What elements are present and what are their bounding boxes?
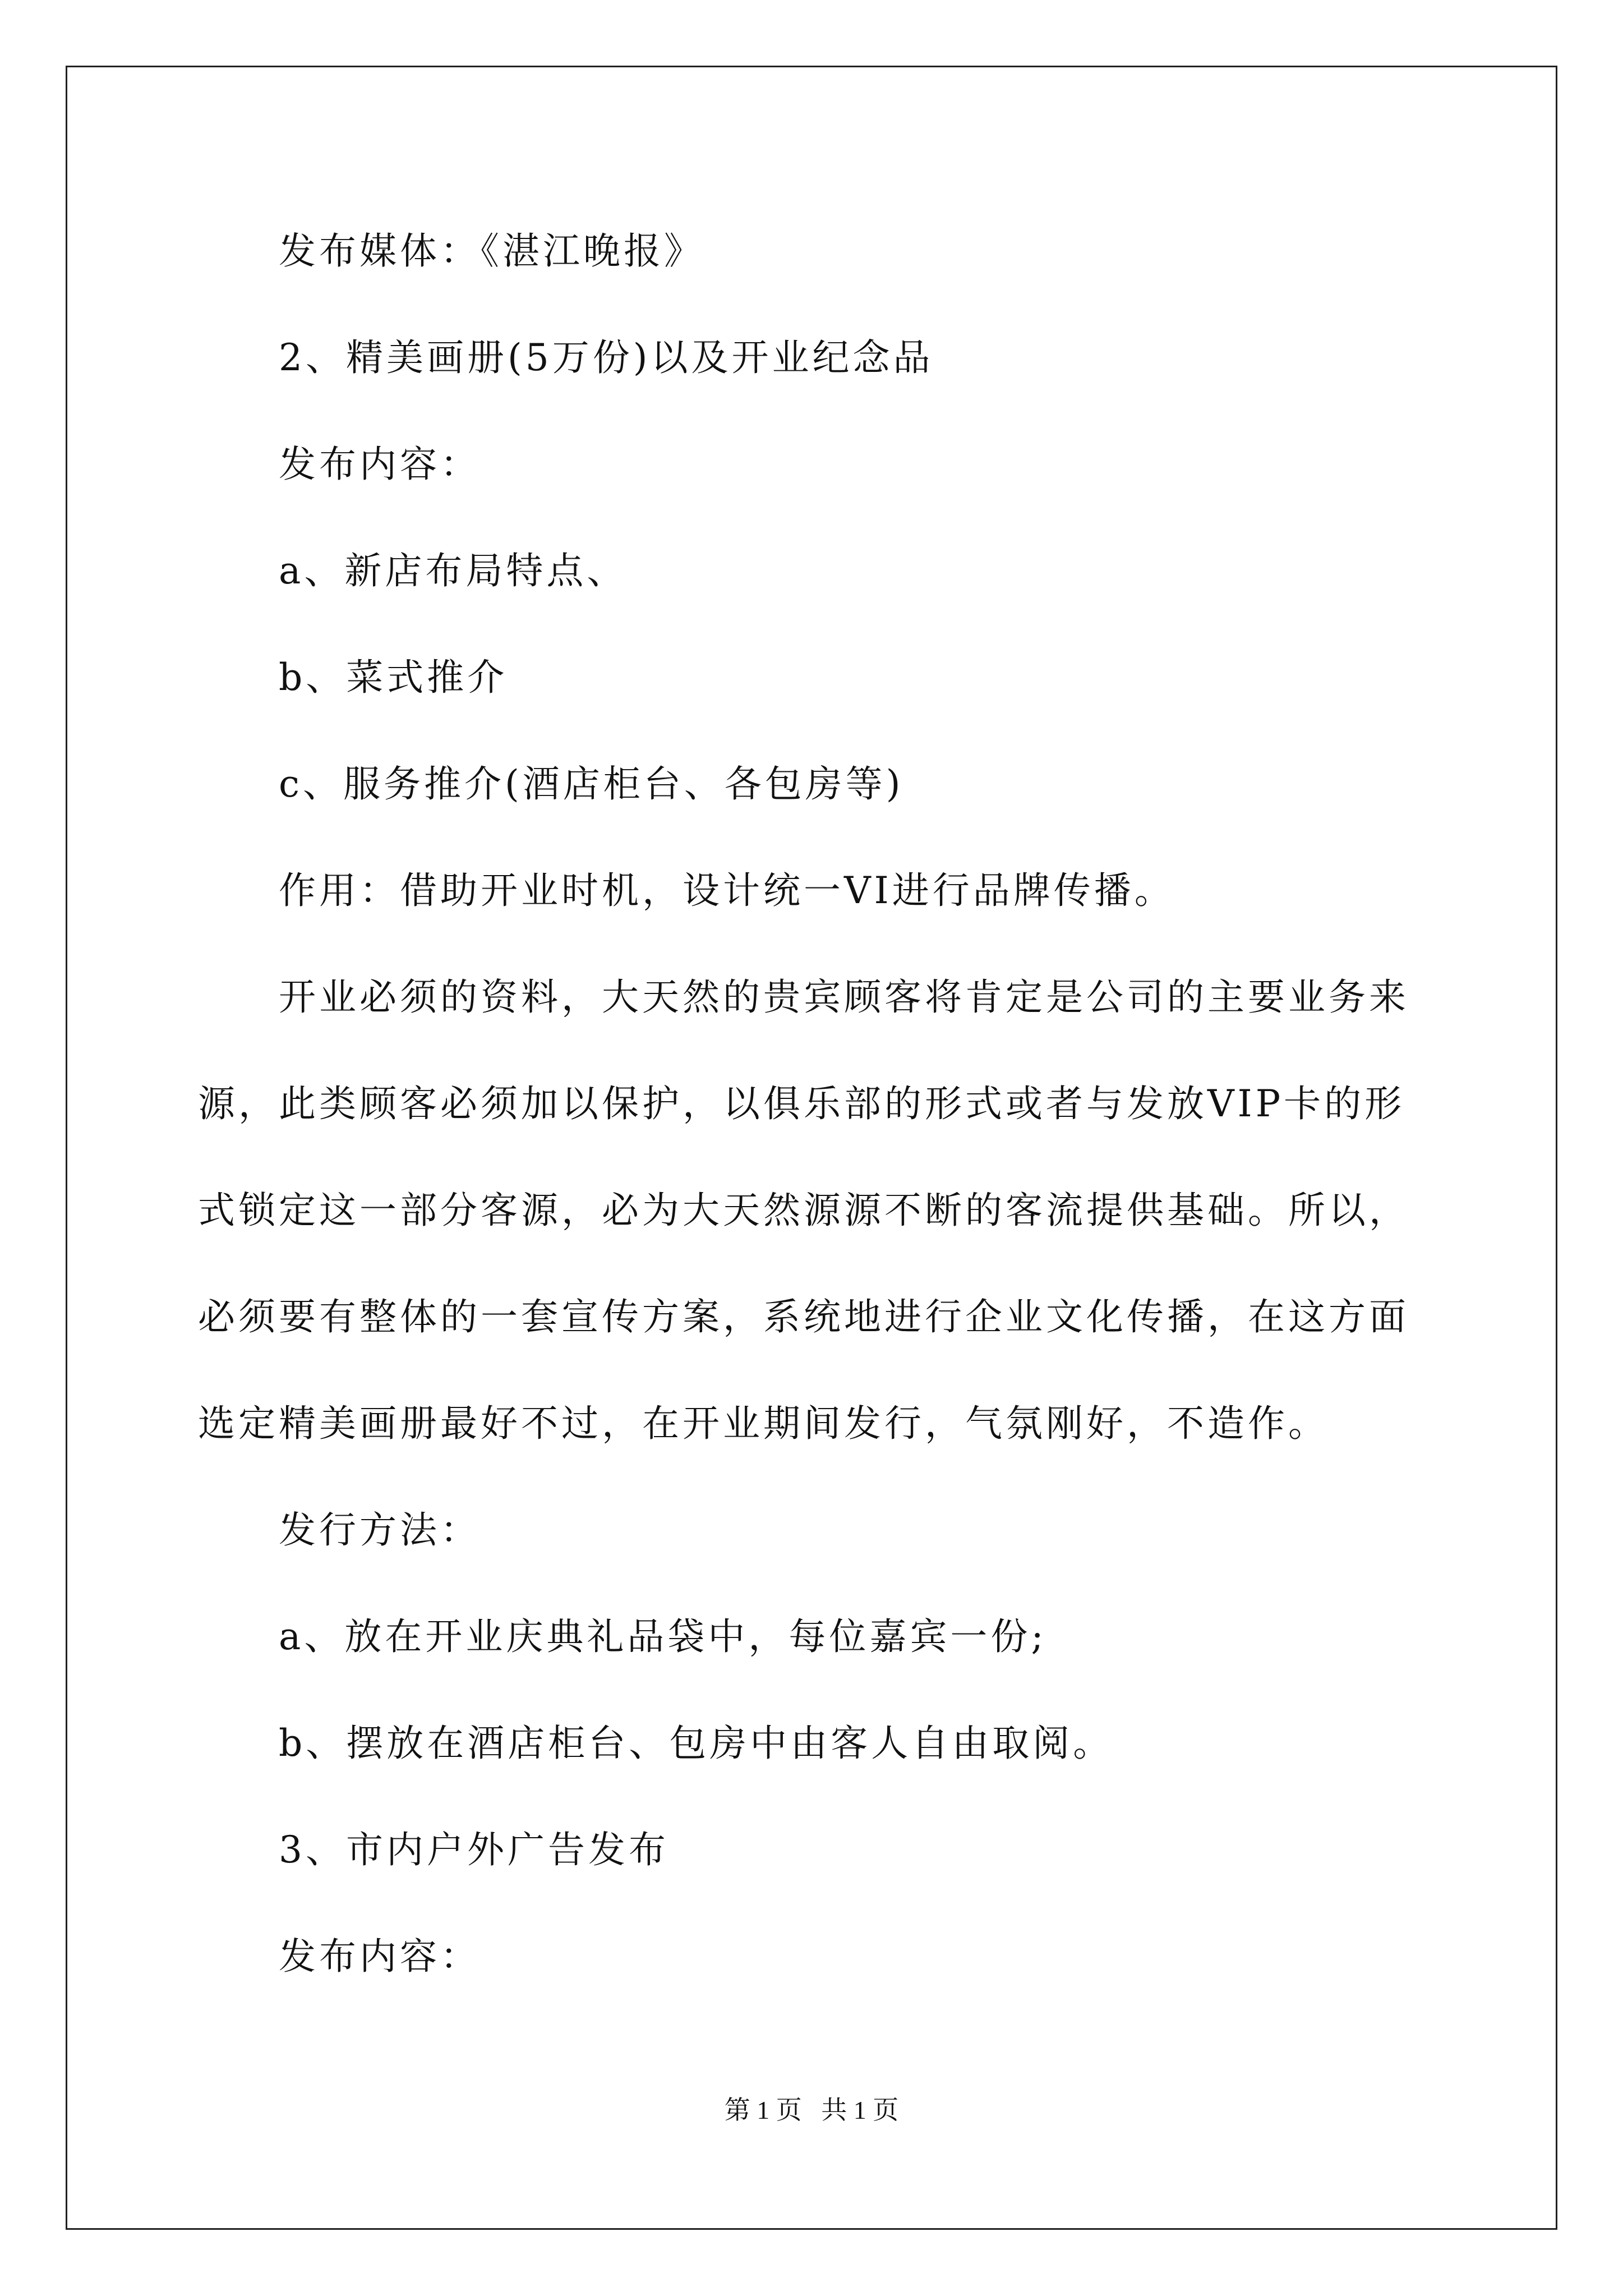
text-line-1: 发布媒体：《湛江晚报》 <box>279 229 704 273</box>
text-line-11: 3、市内户外广告发布 <box>279 1828 669 1871</box>
text-line-8: 发行方法： <box>279 1508 481 1552</box>
text-line-6: c、服务推介(酒店柜台、各包房等) <box>279 762 904 806</box>
text-line-3: 发布内容： <box>279 443 481 486</box>
paragraph-line-1: 开业必须的资料，大天然的贵宾顾客将肯定是公司的主要业务来 <box>279 976 1409 1019</box>
paragraph-line-5: 选定精美画册最好不过，在开业期间发行，气氛刚好，不造作。 <box>198 1402 1329 1445</box>
text-line-10: b、摆放在酒店柜台、包房中由客人自由取阅。 <box>279 1722 1114 1765</box>
paragraph-line-4: 必须要有整体的一套宣传方案，系统地进行企业文化传播，在这方面 <box>198 1295 1409 1338</box>
text-line-7: 作用：借助开业时机，设计统一VI进行品牌传播。 <box>279 869 1175 912</box>
text-line-4: a、新店布局特点、 <box>279 549 628 592</box>
text-line-9: a、放在开业庆典礼品袋中，每位嘉宾一份; <box>279 1615 1047 1658</box>
page-footer: 第 1 页 共 1 页 <box>724 2096 899 2124</box>
text-line-2: 2、精美画册(5万份)以及开业纪念品 <box>279 336 934 379</box>
text-line-5: b、菜式推介 <box>279 656 508 699</box>
paragraph-line-2: 源，此类顾客必须加以保护，以俱乐部的形式或者与发放VIP卡的形 <box>198 1082 1405 1125</box>
text-line-12: 发布内容： <box>279 1935 481 1978</box>
page-frame <box>66 66 1557 2230</box>
paragraph-line-3: 式锁定这一部分客源，必为大天然源源不断的客流提供基础。所以， <box>198 1189 1409 1232</box>
